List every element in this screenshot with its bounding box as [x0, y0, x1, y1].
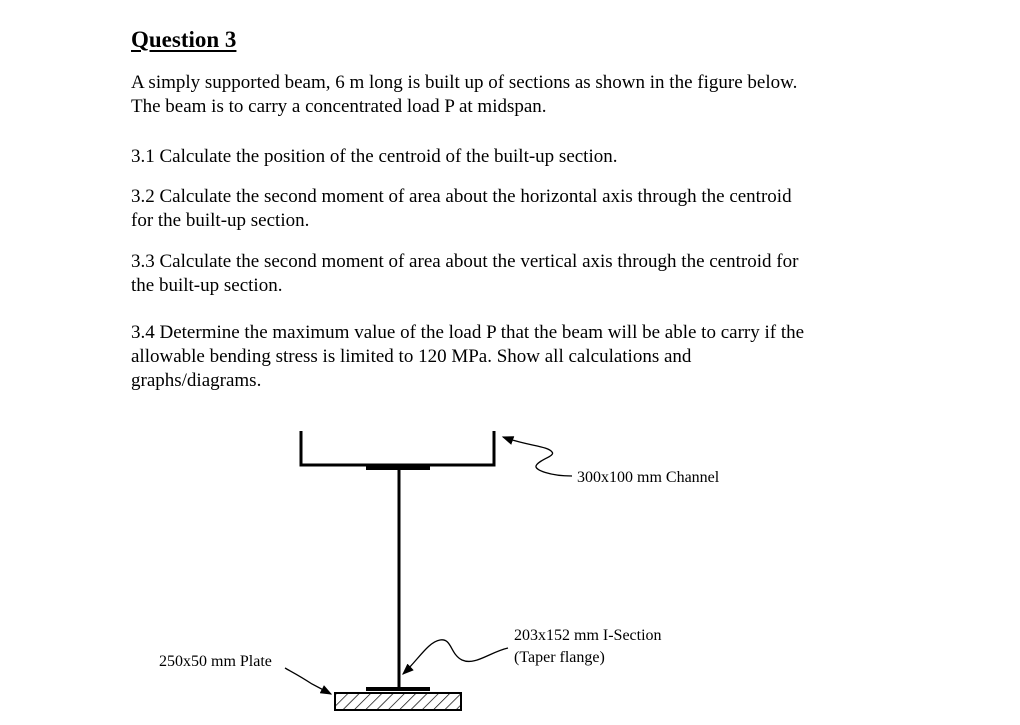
part-line: graphs/diagrams.	[131, 370, 262, 391]
i-section-sublabel: (Taper flange)	[514, 649, 605, 666]
question-title: Question 3	[131, 27, 237, 52]
i-section-label: 203x152 mm I-Section	[514, 627, 662, 644]
plate-section	[335, 693, 461, 710]
part-line: 3.4 Determine the maximum value of the load P that the beam will be able to carry if the	[131, 322, 805, 343]
i-section-leader	[403, 640, 508, 674]
plate-leader	[285, 668, 331, 694]
part-line: for the built-up section.	[131, 210, 310, 231]
channel-leader	[503, 437, 572, 476]
channel-label: 300x100 mm Channel	[577, 469, 720, 486]
part-line: the built-up section.	[131, 275, 283, 296]
part-line: 3.1 Calculate the position of the centroid of the built-up section.	[131, 146, 618, 167]
plate-label: 250x50 mm Plate	[159, 653, 272, 670]
part-line: allowable bending stress is limited to 120 MPa. Show all calculations and	[131, 346, 692, 367]
part-line: 3.3 Calculate the second moment of area about the vertical axis through the centroid for	[131, 251, 799, 272]
channel-section	[301, 431, 494, 465]
part-line: 3.2 Calculate the second moment of area about the horizontal axis through the centroid	[131, 186, 792, 207]
intro-line: A simply supported beam, 6 m long is built up of sections as shown in the figure below.	[131, 72, 798, 93]
intro-line: The beam is to carry a concentrated load P at midspan.	[131, 96, 547, 117]
